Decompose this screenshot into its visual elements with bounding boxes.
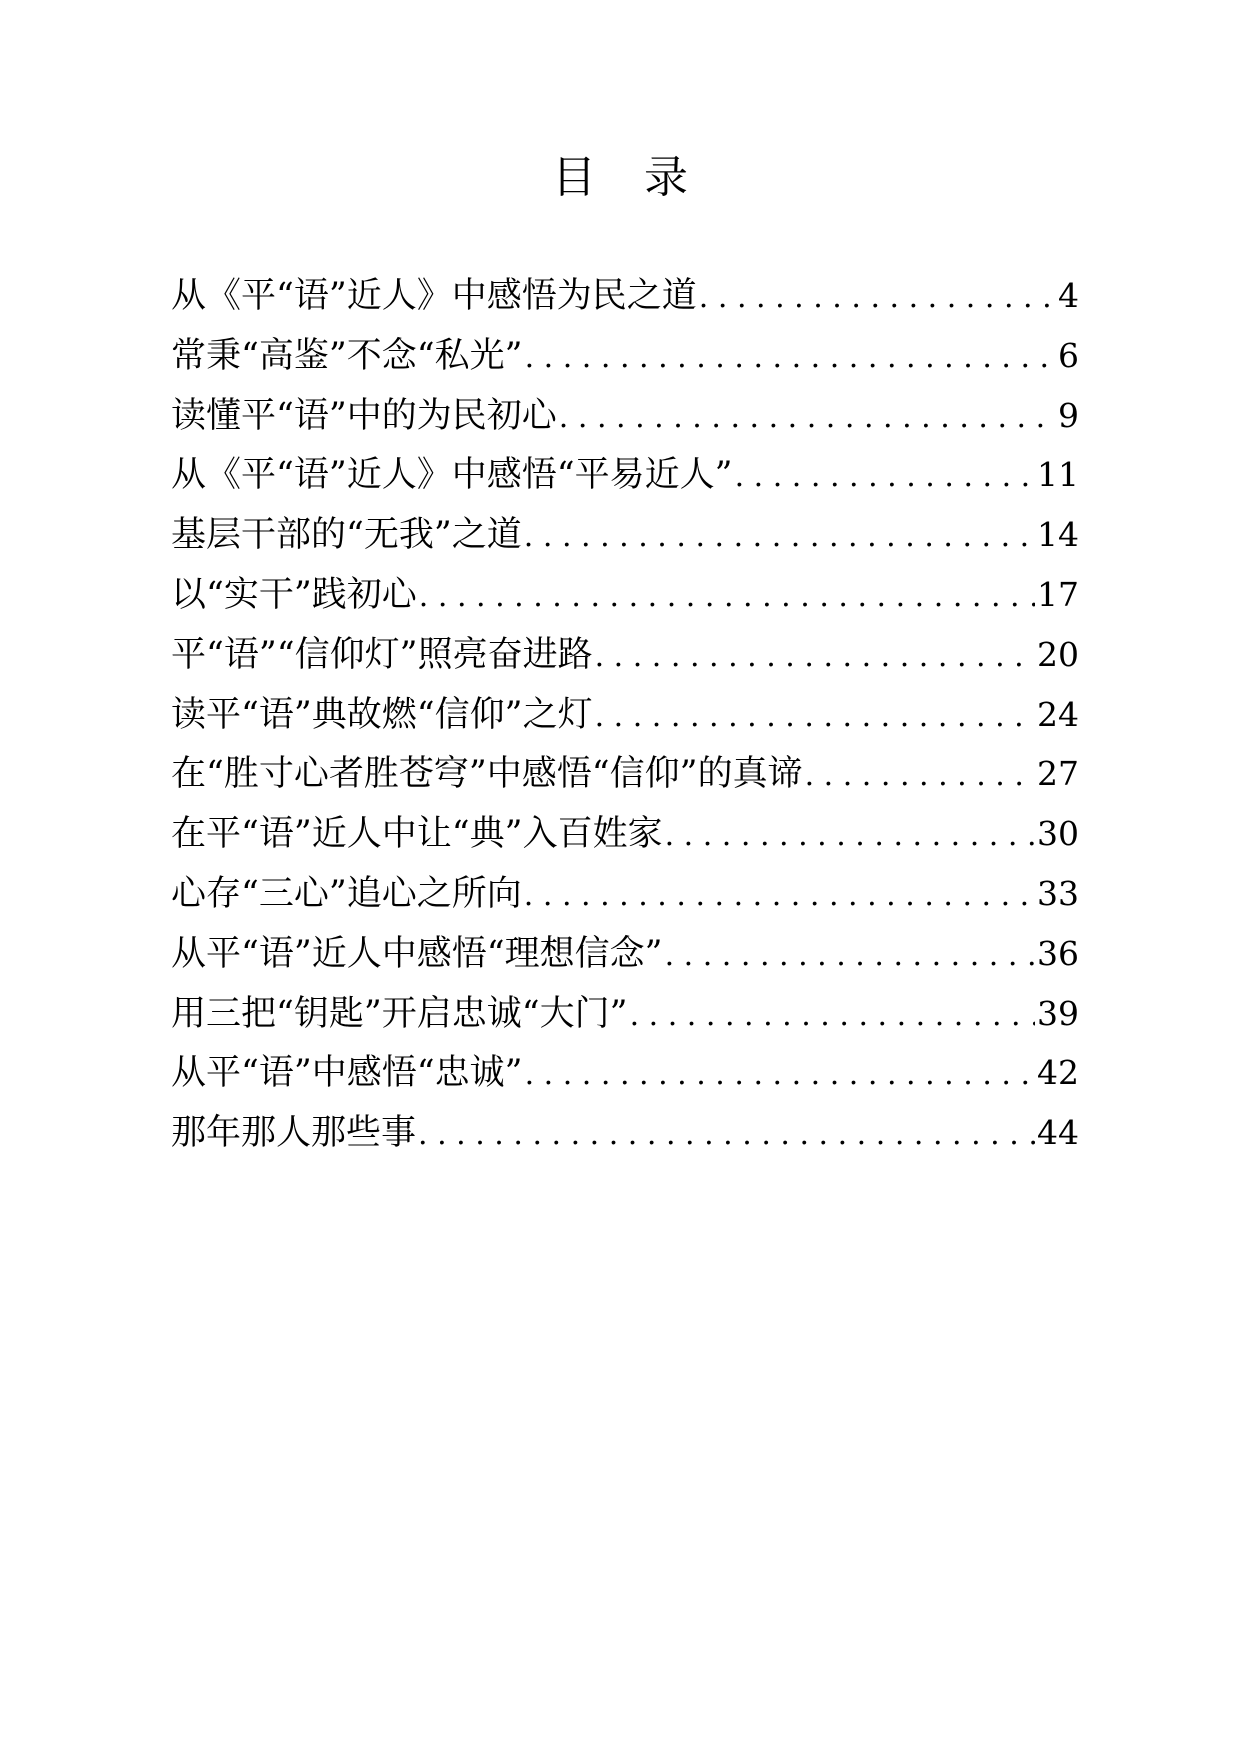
toc-dot-leader (559, 388, 1056, 446)
toc-entry-page: 24 (1037, 694, 1079, 734)
toc-entry-title: 在平“语”近人中让“典”入百姓家 (171, 814, 663, 855)
toc-entry[interactable] (171, 984, 1079, 1044)
toc-entry-title: 读平“语”典故燃“信仰”之灯 (171, 694, 593, 735)
toc-entry-title: 从平“语”中感悟“忠诚” (171, 1053, 523, 1094)
toc-entry-title: 在“胜寸心者胜苍穹”中感悟“信仰”的真谛 (171, 754, 803, 795)
toc-entry-title: 用三把“钥匙”开启忠诚“大门” (171, 993, 628, 1034)
toc-entry-page: 27 (1037, 754, 1079, 794)
toc-entry[interactable] (171, 1103, 1079, 1163)
toc-entry[interactable] (171, 744, 1079, 804)
toc-entry[interactable] (171, 1043, 1079, 1103)
toc-dot-leader (595, 627, 1035, 685)
toc-entry-page: 30 (1037, 814, 1079, 854)
toc-entry-page: 44 (1037, 1113, 1079, 1153)
toc-entry-title: 心存“三心”追心之所向 (171, 873, 522, 914)
toc-entry-page: 42 (1037, 1053, 1079, 1093)
toc-entry[interactable] (171, 505, 1079, 565)
toc-entry-page: 9 (1058, 395, 1079, 435)
toc-entry[interactable] (171, 625, 1079, 685)
toc-entry-title: 从平“语”近人中感悟“理想信念” (171, 933, 663, 974)
toc-dot-leader (630, 986, 1035, 1044)
toc-entry-page: 17 (1037, 574, 1079, 614)
toc-title-char-1: 目 (552, 152, 596, 203)
toc-title-char-2: 录 (644, 152, 688, 203)
toc-entry-title: 从《平“语”近人》中感悟为民之道 (171, 276, 697, 316)
toc-entry-page: 4 (1058, 276, 1079, 315)
toc-dot-leader (595, 687, 1035, 745)
toc-entry-page: 20 (1037, 634, 1079, 674)
toc-entry-title: 基层干部的“无我”之道 (171, 515, 522, 556)
toc-entry[interactable] (171, 804, 1079, 864)
toc-dot-leader (525, 1045, 1035, 1103)
toc-entry-title: 常秉“高鉴”不念“私光” (171, 335, 523, 376)
toc-entry-title: 以“实干”践初心 (171, 574, 417, 615)
toc-entry-title: 读懂平“语”中的为民初心 (171, 395, 557, 436)
toc-dot-leader (524, 507, 1035, 565)
toc-entry-page: 11 (1037, 455, 1079, 495)
toc-entry[interactable] (171, 924, 1079, 984)
toc-entry[interactable] (171, 386, 1079, 446)
toc-dot-leader (525, 328, 1056, 386)
toc-dot-leader (735, 447, 1035, 505)
toc-entry-title: 平“语”“信仰灯”照亮奋进路 (171, 634, 593, 675)
toc-dot-leader (805, 746, 1035, 804)
toc-entry[interactable] (171, 685, 1079, 745)
toc-entry-title: 从《平“语”近人》中感悟“平易近人” (171, 455, 733, 496)
toc-list (171, 266, 1079, 1163)
toc-entry-page: 6 (1058, 335, 1079, 375)
toc-entry-page: 39 (1037, 993, 1079, 1033)
toc-entry[interactable] (171, 326, 1079, 386)
toc-entry[interactable] (171, 565, 1079, 625)
toc-entry[interactable] (171, 864, 1079, 924)
toc-dot-leader (418, 1105, 1035, 1163)
toc-title (0, 148, 1240, 208)
toc-entry-page: 36 (1037, 933, 1079, 973)
toc-entry-page: 33 (1037, 873, 1079, 913)
toc-entry[interactable] (171, 445, 1079, 505)
toc-entry-title: 那年那人那些事 (171, 1113, 417, 1154)
toc-dot-leader (665, 806, 1035, 864)
toc-dot-leader (699, 268, 1056, 326)
toc-entry-page: 14 (1037, 515, 1079, 555)
toc-entry[interactable] (171, 266, 1079, 326)
toc-dot-leader (524, 866, 1035, 924)
toc-dot-leader (419, 567, 1035, 625)
toc-dot-leader (665, 926, 1035, 984)
